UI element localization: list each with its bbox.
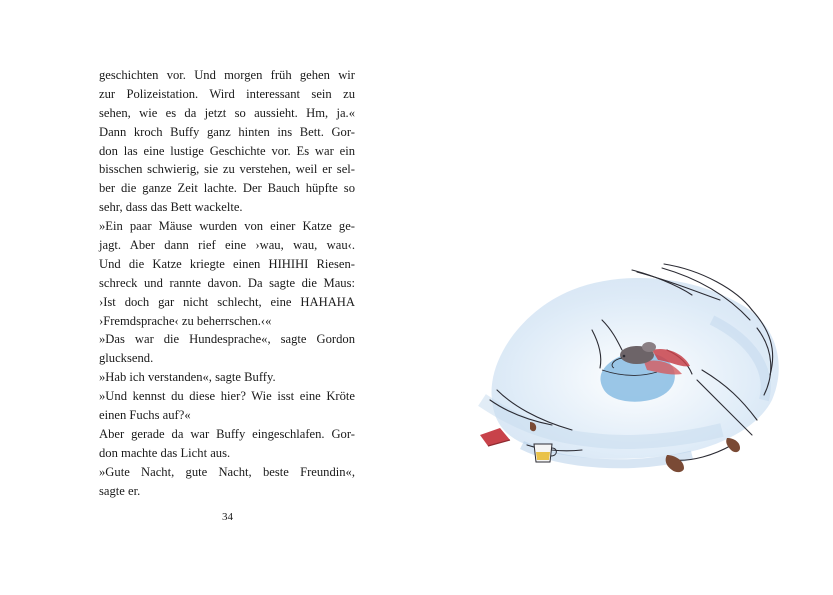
- text-line: ›Fremdsprache‹ zu beherrschen.‹«: [99, 313, 272, 328]
- text-line: »Ein paar Mäuse wurden von einer Katze ge-: [99, 219, 355, 234]
- text-line: jagt. Aber dann rief eine ›wau, wau, wau‹.: [99, 238, 355, 253]
- text-line: zur Polizeistation. Wird interessant sein zu: [99, 86, 355, 101]
- text-line: glucksend.: [99, 351, 154, 366]
- text-line: »Hab ich verstanden«, sagte Buffy.: [99, 370, 276, 385]
- text-line: »Gute Nacht, gute Nacht, beste Freundin«,: [99, 464, 355, 479]
- text-line: sehen, wie es da jetzt so aussieht. Hm, ja.«: [99, 105, 355, 120]
- story-text: [99, 66, 355, 500]
- text-line: Dann kroch Buffy ganz hinten ins Bett. Gor-: [99, 124, 355, 139]
- text-line: Aber gerade da war Buffy eingeschlafen. Gor-: [99, 426, 355, 441]
- text-line: bisschen schwierig, sie zu verstehen, weil er sel-: [99, 162, 355, 177]
- text-line: schreck und rannte davon. Da sagte die Maus:: [99, 275, 355, 290]
- text-line: geschichten vor. Und morgen früh gehen wir: [99, 68, 355, 82]
- text-line: »Das war die Hundesprache«, sagte Gordon: [99, 332, 355, 347]
- text-line: »Und kennst du diese hier? Wie isst eine Kröte: [99, 389, 355, 404]
- text-line: ›Ist doch gar nicht schlecht, eine HAHAHA: [99, 294, 355, 309]
- text-line: einen Fuchs auf?«: [99, 408, 191, 423]
- text-line: ber die ganze Zeit lachte. Der Bauch hüpfte so: [99, 181, 355, 196]
- text-line: don machte das Licht aus.: [99, 445, 231, 460]
- text-line: don las eine lustige Geschichte vor. Es war ein: [99, 143, 355, 158]
- left-page: [0, 0, 416, 595]
- text-line: sagte er.: [99, 483, 141, 498]
- text-line: sehr, dass das Bett wackelte.: [99, 200, 243, 215]
- bed-illustration: [452, 250, 812, 510]
- page-number: 34: [222, 511, 233, 523]
- text-line: Und die Katze kriegte einen HIHIHI Riesen-: [99, 256, 355, 271]
